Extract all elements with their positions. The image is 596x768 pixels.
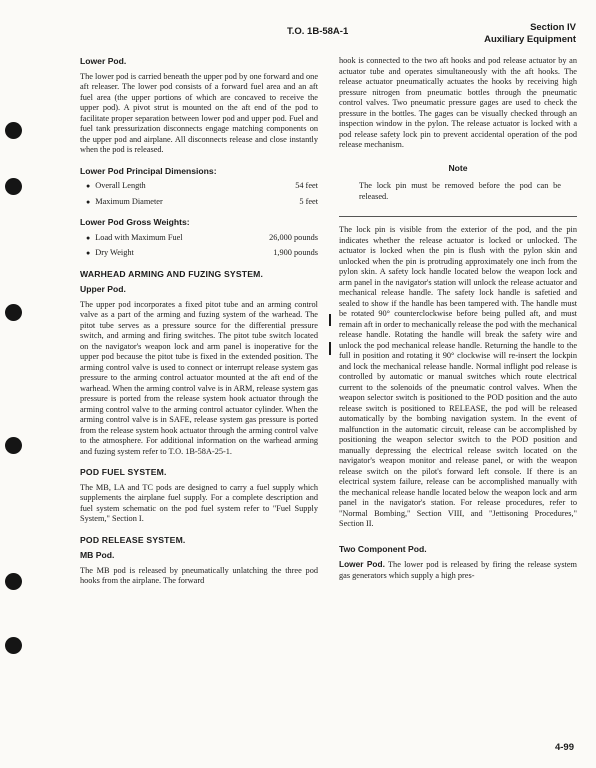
lower-pod-heading: Lower Pod. [80, 56, 127, 66]
page-header-doc-number: T.O. 1B-58A-1 [287, 26, 349, 37]
spec-row [86, 233, 318, 244]
spec-row [86, 181, 318, 192]
lower-pod-paragraph: The lower pod is carried beneath the upper pod by one forward and one aft releaser. The lower pod consists of a forward fuel area and an aft fuel area (the upper portions of which are concaved to receive the upper pod). A pivot strut is mounted on the aft end of the pod to facilitate proper separation between lower pod and upper pod. Fuel and fuel tank pressurization disconnects engage matching components on the upper pod and airplane. All disconnects release and close instantly when the pod is released. [80, 71, 318, 154]
spec-value: 1,900 pounds [273, 248, 318, 257]
spec-row [86, 197, 318, 208]
page-header-section [484, 22, 576, 46]
binder-hole [5, 122, 22, 139]
note-heading: Note [448, 162, 468, 173]
change-bar [329, 314, 331, 326]
spec-row [86, 248, 318, 259]
binder-hole [5, 304, 22, 321]
note-divider [339, 216, 577, 217]
lower-pod-inline-heading: Lower Pod. [339, 559, 385, 569]
pod-fuel-paragraph: The MB, LA and TC pods are designed to carry a fuel supply which supplements the airplane fuel supply. For a complete description and fuel system schematic on the pod fuel system refer to "Fuel Supply System," Section I. [80, 482, 318, 523]
section-title: Auxiliary Equipment [484, 34, 576, 45]
change-bar [329, 342, 331, 355]
spec-label: ● Dry Weight [86, 248, 134, 259]
mb-pod-paragraph: The MB pod is released by pneumatically unlatching the three pod hooks from the airplane. The forward [80, 565, 318, 585]
note-paragraph: The lock pin must be removed before the pod can be released. [359, 181, 561, 201]
spec-label: ● Load with Maximum Fuel [86, 233, 183, 244]
spec-label: ● Maximum Diameter [86, 197, 163, 208]
continued-paragraph: hook is connected to the two aft hooks and pod release actuator by an actuator tube and operates simultaneously with the aft hooks. The release actuator pneumatically actuates the hooks by receiving high pressure nitrogen from pneumatic bottles through the pneumatic control valves. Two pneumatic pressure gages are used to check the pressure in the bottles. The gages can be visually checked through an inspection window in the pylon. The release actuator is locked with a pod release safety lock pin to prevent accidental operation of the pod release mechanism. [339, 56, 577, 149]
spec-label: ● Overall Length [86, 181, 146, 192]
binder-hole [5, 437, 22, 454]
right-column [339, 56, 577, 589]
spec-value: 54 feet [295, 181, 318, 190]
lock-pin-paragraph: The lock pin is visible from the exterior of the pod, and the pin indicates whether the release actuator is locked or unlocked. The actuator is locked when the pin is flush with the pylon skin and unlocked when the pin is protruding approximately one inch from the pylon skin. A safety lock handle located below the weapon lock and arm panel in the navigator's station will unlock the release actuator and mechanical release handle. The safety lock handle is safetied and sealed to show if the handle has been tampered with. The handle must be rotated 90° counterclockwise before being pulled aft, and must remain aft in order to mechanically release the pod with the mechanical release handle. Rotating the handle will break the safety wire and unlock the pod mechanical release handle. Returning the handle to the full in position and rotating it 90° clockwise will re-insert the lockpin and lock the mechanical release handle. Normal inflight pod release is controlled by automatic or manual switches which route electrical current to the solenoids of the pneumatic control valves. When the weapon selector switch is positioned to the POD position and the auto release switch is positioned to RELEASE, the pod will be released automatically by the bombing navigation system. In the event of malfunction in the automatic circuit, release can be accomplished by positioning the weapon selector switch to the POD position and manually depressing the electrical release switch located on the navigator's weapon monitor and release panel, or with the weapon release switch on the pilot's forward left console. If there is an electrical system failure, release can be accomplished manually with the mechanical release handle located below the weapon lock and arm panel in the navigator's station. For release procedures, refer to "Normal Bombing," Section VIII, and "Jettisoning Procedures," Section II. [339, 225, 577, 528]
section-number: Section IV [530, 22, 576, 33]
pod-release-heading: POD RELEASE SYSTEM. [80, 534, 186, 545]
spec-value: 26,000 pounds [269, 232, 318, 242]
pod-fuel-heading: POD FUEL SYSTEM. [80, 467, 167, 477]
lower-pod-release-paragraph [339, 559, 577, 581]
mb-pod-heading: MB Pod. [80, 550, 115, 560]
upper-pod-paragraph: The upper pod incorporates a fixed pitot tube and an arming control valve as a part of the arming and fuzing system of the warhead. The pitot tube serves as a pressure source for the differential pressure switch, and arming and firing switches. The pitot tube switch located on the navigator's weapon lock and arm panel is inoperative for the upper pod because the pitot tube is fixed in the extended position. The arming control valve is used to connect or interrupt release system gas pressure to the arming control actuator mounted at the aft end of the warhead. When the arming control valve is in ARM, release system gas pressure is ported from the release system hook actuator through the arming control valve to the arming control actuator cylinder. When the arming control valve is in SAFE, release system gas pressure is ported from the release system hook actuator through the arming control valve to the atmosphere. For additional information on the warhead arming and fuzing system refer to T.O. 1B-58A-25-1. [80, 299, 318, 456]
warhead-section-heading: WARHEAD ARMING AND FUZING SYSTEM. [80, 268, 264, 279]
upper-pod-heading: Upper Pod. [80, 284, 126, 294]
spec-value: 5 feet [299, 196, 318, 206]
dimensions-heading: Lower Pod Principal Dimensions: [80, 165, 217, 176]
binder-hole [5, 178, 22, 195]
binder-hole [5, 637, 22, 654]
two-component-pod-heading: Two Component Pod. [339, 543, 427, 554]
page-number: 4-99 [554, 742, 574, 753]
weights-heading: Lower Pod Gross Weights: [80, 217, 190, 227]
binder-hole [5, 573, 22, 590]
lower-pod-inline-text: The lower pod is released by firing the release system gas generators which supply a high pres- [339, 560, 578, 580]
left-column [80, 56, 318, 595]
